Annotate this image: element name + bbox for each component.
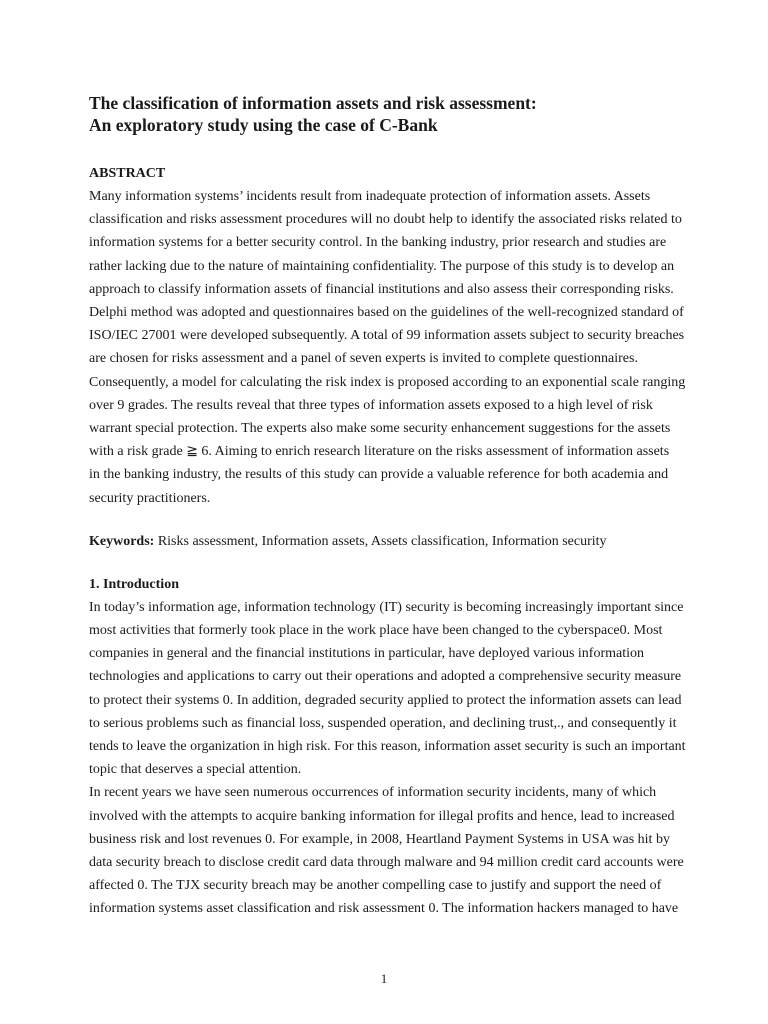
body-line: technologies and applications to carry out their operations and adopted a comprehensive security measure: [89, 669, 682, 685]
page-number: 1: [380, 971, 388, 986]
abstract-line: information systems for a better security control. In the banking industry, prior research and studies are: [89, 235, 667, 251]
abstract-line: over 9 grades. The results reveal that three types of information assets exposed to a high level of risk: [89, 397, 653, 413]
abstract-line: with a risk grade ≧ 6. Aiming to enrich research literature on the risks assessment of information assets: [89, 444, 670, 460]
abstract-line: are chosen for risks assessment and a panel of seven experts is invited to complete questionnaires.: [89, 351, 638, 367]
body-line: companies in general and the financial institutions in particular, have deployed various information: [89, 646, 644, 662]
body-line: In recent years we have seen numerous occurrences of information security incidents, many of which: [89, 785, 657, 801]
paper-page: [89, 92, 689, 921]
abstract-line: security practitioners.: [89, 490, 211, 506]
body-line: In today’s information age, information technology (IT) security is becoming increasingly important since: [89, 599, 684, 615]
body-line: affected 0. The TJX security breach may be another compelling case to justify and support the need of: [89, 878, 662, 894]
body-line: to protect their systems 0. In addition, degraded security applied to protect the information assets can lead: [89, 692, 682, 708]
introduction-paragraph-2: [89, 781, 689, 920]
introduction-paragraph-1: [89, 596, 689, 782]
introduction-heading: 1. Introduction: [89, 576, 179, 592]
keywords-text: Risks assessment, Information assets, Assets classification, Information security: [154, 533, 607, 549]
abstract-line: classification and risks assessment procedures will no doubt help to identify the associated risks related to: [89, 212, 682, 228]
abstract-line: ISO/IEC 27001 were developed subsequently. A total of 99 information assets subject to security breaches: [89, 328, 685, 344]
body-line: to serious problems such as financial loss, suspended operation, and declining trust,., and consequently it: [89, 715, 677, 731]
paper-title: [89, 92, 689, 136]
abstract-line: Many information systems’ incidents result from inadequate protection of information assets. Assets: [89, 189, 651, 204]
abstract-line: warrant special protection. The experts also make some security enhancement suggestions for the assets: [89, 421, 671, 437]
abstract-heading: ABSTRACT: [89, 166, 166, 181]
abstract-line: Consequently, a model for calculating the risk index is proposed according to an exponential scale ranging: [89, 374, 686, 390]
body-line: tends to leave the organization in high risk. For this reason, information asset security is such an important: [89, 739, 686, 755]
body-line: topic that deserves a special attention.: [89, 762, 302, 778]
body-line: data security breach to disclose credit card data through malware and 94 million credit card accounts were: [89, 855, 684, 871]
keywords-label: Keywords:: [89, 533, 155, 549]
body-line: business risk and lost revenues 0. For example, in 2008, Heartland Payment Systems in USA was hit by: [89, 831, 670, 847]
body-line: involved with the attempts to acquire banking information for illegal profits and hence, lead to increased: [89, 808, 675, 824]
abstract-line: in the banking industry, the results of this study can provide a valuable reference for both academia and: [89, 467, 669, 483]
body-line: information systems asset classification and risk assessment 0. The information hackers managed to have: [89, 901, 679, 917]
body-line: most activities that formerly took place in the work place have been changed to the cyberspace0. Most: [89, 623, 663, 639]
abstract-line: Delphi method was adopted and questionnaires based on the guidelines of the well-recognized standard of: [89, 305, 684, 321]
title-line-2: An exploratory study using the case of C-Bank: [89, 115, 438, 135]
title-line-1: The classification of information assets and risk assessment:: [89, 93, 537, 113]
keywords-line: [89, 530, 689, 553]
abstract-line: rather lacking due to the nature of maintaining confidentiality. The purpose of this study is to develop an: [89, 258, 675, 274]
abstract-paragraph: [89, 185, 689, 510]
abstract-line: approach to classify information assets of financial institutions and also assess their corresponding risks.: [89, 281, 674, 297]
